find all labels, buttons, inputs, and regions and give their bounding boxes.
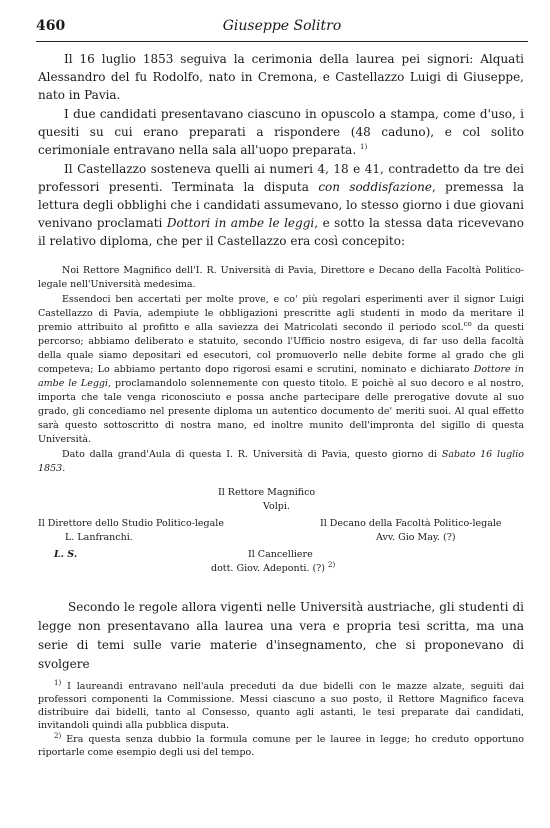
footnote-marker: 2)	[54, 731, 62, 740]
cancelliere-name: dott. Giov. Adeponti. (?)	[211, 563, 325, 574]
paragraph-graduation	[38, 50, 524, 104]
paragraph-candidates	[38, 105, 524, 159]
paragraph-disputation	[38, 160, 524, 250]
diploma-text: da questi percorso; abbiamo deliberato e statuito, secondo l'Ufficio nostro esigeva, di far uso della facoltà della quale siamo depositari ed esecutori, col promuoverlo nelle debite forme al grado che gli competeva; Lo abbiamo pertanto dopo rigorosi esami e scrutini, nominato e dichiarato	[38, 322, 525, 375]
diploma-date	[38, 448, 524, 476]
emphasis-text: Dottore in ambe le Leggi	[38, 364, 525, 389]
diploma-text: Essendoci ben accertati per molte prove, e co' più regolari esperimenti aver il signor Luigi Castellazzo di Pavia, adempiute le obbligazioni prescritte agli studenti in modo da meritare il premio attribuito al profitto e alla saviezza dei Matricolati secondo il periodo scol.	[38, 294, 524, 333]
direttore-name: L. Lanfranchi.	[65, 532, 133, 543]
footnote-marker: 1)	[54, 678, 62, 687]
cancelliere-title: Il Cancelliere	[248, 549, 313, 560]
diploma-text: , proclamandolo solennemente con questo titolo. E poichè al suo decoro e al nostro, importa che tale venga riconosciuto e possa anche partecipare delle prerogative dovute al suo grado, gli concediamo nel presente diploma un autentico documento de' meriti suoi. Al qual effetto sarà questo sottoscritto di nostra mano, ed inoltre munito dell'impronta del sigillo di questa Università.	[38, 378, 524, 445]
footnote-2	[38, 733, 524, 759]
paragraph-theses: Secondo le regole allora vigenti nelle Università austriache, gli studenti di legge non presentavano alla laurea una vera e propria tesi scritta, ma una serie di temi sulle varie materie d'insegnamento, che si proponevano di svolgere	[38, 600, 524, 671]
direttore-title: Il Direttore dello Studio Politico-legale	[38, 518, 224, 529]
superscript: co	[463, 319, 472, 328]
main-text	[38, 50, 524, 250]
footnote-text: Era questa senza dubbio la formula comune per le lauree in legge; ho creduto opportuno riportarle come esempio degli usi del tempo.	[38, 734, 524, 758]
date-text: Sabato 16 luglio 1853	[38, 449, 524, 474]
paragraph-text: Il 16 luglio 1853 seguiva la cerimonia della laurea pei signori: Alquati Alessandro del fu Rodolfo, nato in Cremona, e Castellazzo Luigi di Giuseppe, nato in Pavia.	[38, 52, 524, 102]
footnote-ref: 2)	[328, 560, 336, 569]
running-head: Giuseppe Solitro	[222, 18, 342, 34]
diploma-text: Dato dalla grand'Aula di questa I. R. Università di Pavia, questo giorno di	[62, 449, 442, 460]
paragraph-text: , premessa la lettura degli obblighi che i candidati assumevano, lo stesso giorno i due giovani venivano proclamati	[38, 180, 525, 230]
header-rule	[36, 41, 528, 42]
footnotes	[38, 680, 524, 759]
rettore-title: Il Rettore Magnifico	[218, 487, 316, 498]
rettore-name: Volpi.	[263, 501, 290, 512]
paragraph-text: I due candidati presentavano ciascuno in opuscolo a stampa, come d'uso, i quesiti su cui erano preparati a rispondere (48 caduno), e col solito cerimoniale entravano nella sala all'uopo preparata.	[38, 107, 524, 157]
emphasis-text: Dottori in ambe le leggi	[166, 216, 315, 230]
page-number: 460	[36, 18, 66, 34]
footnote-ref: 1)	[359, 143, 368, 151]
decano-title: Il Decano della Facoltà Politico-legale	[320, 518, 502, 529]
diploma-body	[38, 293, 524, 447]
closing-text	[38, 598, 524, 674]
emphasis-text: con soddisfazione	[318, 180, 432, 194]
page-header	[36, 18, 528, 38]
decano-name: Avv. Gio May. (?)	[376, 532, 456, 543]
paragraph-text: , e sotto la stessa data ricevevano il relativo diploma, che per il Castellazzo era così concepito:	[38, 216, 525, 248]
footnote-1	[38, 680, 524, 732]
diploma-heading	[38, 264, 524, 292]
diploma-text: .	[62, 463, 66, 474]
locus-sigilli: L. S.	[54, 549, 78, 560]
cancelliere-signature	[211, 562, 335, 576]
footnote-text: I laureandi entravano nell'aula preceduti da due bidelli con le mazze alzate, seguiti dai professori componenti la Commissione. Messi ciascuno a suo posto, il Rettore Magnifico faceva distribuire dai bidelli, tanto al Consesso, quanto agli astanti, le tesi preparate dai candidati, invitandoli quindi alla pubblica disputa.	[38, 681, 524, 731]
diploma-quote	[38, 264, 524, 476]
paragraph-text: Il Castellazzo sosteneva quelli ai numeri 4, 18 e 41, contradetto da tre dei professori presenti. Terminata la disputa	[38, 162, 524, 194]
diploma-text: Noi Rettore Magnifico dell'I. R. Università di Pavia, Direttore e Decano della Facoltà Politico-legale nell'Università medesima.	[38, 265, 524, 290]
